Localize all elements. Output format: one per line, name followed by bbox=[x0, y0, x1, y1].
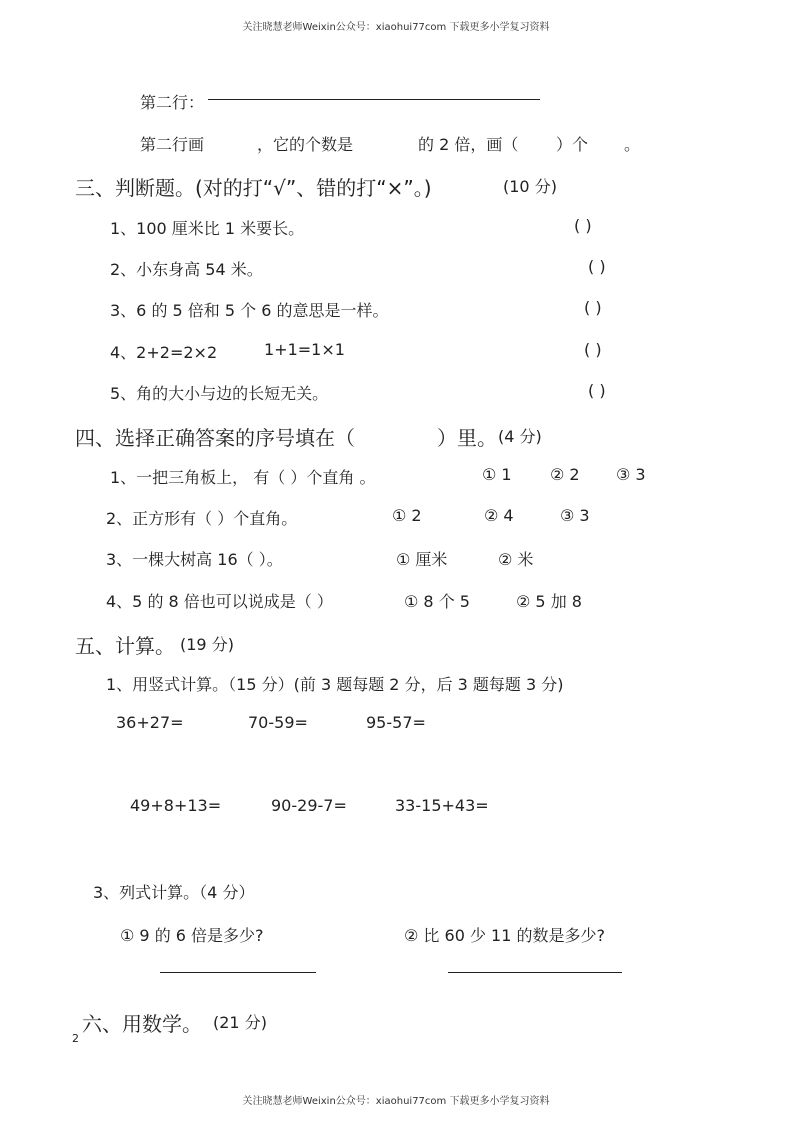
page-number: 2 bbox=[72, 1032, 79, 1045]
choice-q4: 4、5 的 8 倍也可以说成是（ ） bbox=[106, 592, 333, 611]
row2-sentence-p3: 的 2 倍，画（ bbox=[418, 135, 519, 154]
choice-q3: 3、一棵大树高 16（ ）。 bbox=[106, 550, 283, 569]
section6-title: 六、用数学。 bbox=[82, 1012, 202, 1036]
section5-sub3: 3、列式计算。（4 分） bbox=[93, 883, 255, 902]
judge-blank-5[interactable]: ( ) bbox=[588, 381, 606, 400]
choice-q4-opt1[interactable]: ① 8 个 5 bbox=[404, 592, 470, 611]
section4-title: 四、选择正确答案的序号填在（ bbox=[75, 426, 355, 450]
choice-q3-opt1[interactable]: ① 厘米 bbox=[396, 550, 448, 569]
choice-q1: 1、一把三角板上， 有（ ）个直角 。 bbox=[110, 468, 376, 487]
calc-70-59: 70-59= bbox=[248, 713, 308, 732]
row2-drawing-line bbox=[208, 99, 540, 100]
section4-score: (4 分) bbox=[498, 427, 542, 446]
choice-q4-opt2[interactable]: ② 5 加 8 bbox=[516, 592, 582, 611]
choice-q1-opt2[interactable]: ② 2 bbox=[550, 465, 580, 484]
row2-sentence-p4: ）个 bbox=[556, 135, 589, 154]
calc-36-27: 36+27= bbox=[116, 713, 184, 732]
choice-q2: 2、正方形有（ ）个直角。 bbox=[106, 509, 298, 528]
judge-item-4: 4、2+2=2×2 bbox=[110, 343, 218, 362]
header-watermark: 关注晓慧老师Weixin公众号：xiaohui77com 下载更多小学复习资料 bbox=[242, 22, 550, 33]
row2-label: 第二行： bbox=[140, 93, 205, 112]
row2-sentence-p1: 第二行画 bbox=[140, 135, 205, 154]
section3-score: (10 分) bbox=[503, 177, 557, 196]
judge-blank-3[interactable]: ( ) bbox=[584, 298, 602, 317]
choice-q1-opt1[interactable]: ① 1 bbox=[482, 465, 512, 484]
judge-blank-4[interactable]: ( ) bbox=[584, 340, 602, 359]
choice-q2-opt1[interactable]: ① 2 bbox=[392, 506, 422, 525]
calc-33-15-43: 33-15+43= bbox=[395, 796, 489, 815]
row2-sentence-p5: 。 bbox=[624, 135, 641, 154]
calc-95-57: 95-57= bbox=[366, 713, 426, 732]
answer-line-1[interactable] bbox=[160, 972, 316, 973]
section6-score: (21 分) bbox=[213, 1013, 267, 1032]
section5-sub1: 1、用竖式计算。（15 分）(前 3 题每题 2 分，后 3 题每题 3 分) bbox=[106, 675, 564, 694]
answer-line-2[interactable] bbox=[448, 972, 622, 973]
judge-item-5: 5、角的大小与边的长短无关。 bbox=[110, 384, 329, 403]
section5-title: 五、计算。 bbox=[75, 634, 175, 658]
judge-item-1: 1、100 厘米比 1 米要长。 bbox=[110, 219, 305, 238]
judge-item-2: 2、小东身高 54 米。 bbox=[110, 260, 263, 279]
section4-title-end: ）里。 bbox=[437, 426, 497, 450]
section3-title: 三、判断题。(对的打“√”、错的打“×”。) bbox=[75, 176, 432, 200]
choice-q2-opt2[interactable]: ② 4 bbox=[484, 506, 514, 525]
footer-watermark: 关注晓慧老师Weixin公众号：xiaohui77com 下载更多小学复习资料 bbox=[242, 1096, 550, 1107]
choice-q2-opt3[interactable]: ③ 3 bbox=[560, 506, 590, 525]
section5-score: (19 分) bbox=[180, 635, 234, 654]
judge-item-4-part2: 1+1=1×1 bbox=[264, 340, 345, 359]
word-problem-1: ① 9 的 6 倍是多少? bbox=[120, 926, 264, 945]
choice-q1-opt3[interactable]: ③ 3 bbox=[616, 465, 646, 484]
calc-49-8-13: 49+8+13= bbox=[130, 796, 222, 815]
judge-item-3: 3、6 的 5 倍和 5 个 6 的意思是一样。 bbox=[110, 301, 389, 320]
row2-sentence-p2: ，它的个数是 bbox=[257, 135, 354, 154]
judge-blank-2[interactable]: ( ) bbox=[588, 257, 606, 276]
word-problem-2: ② 比 60 少 11 的数是多少? bbox=[404, 926, 605, 945]
choice-q3-opt2[interactable]: ② 米 bbox=[498, 550, 534, 569]
judge-blank-1[interactable]: ( ) bbox=[574, 216, 592, 235]
calc-90-29-7: 90-29-7= bbox=[271, 796, 347, 815]
